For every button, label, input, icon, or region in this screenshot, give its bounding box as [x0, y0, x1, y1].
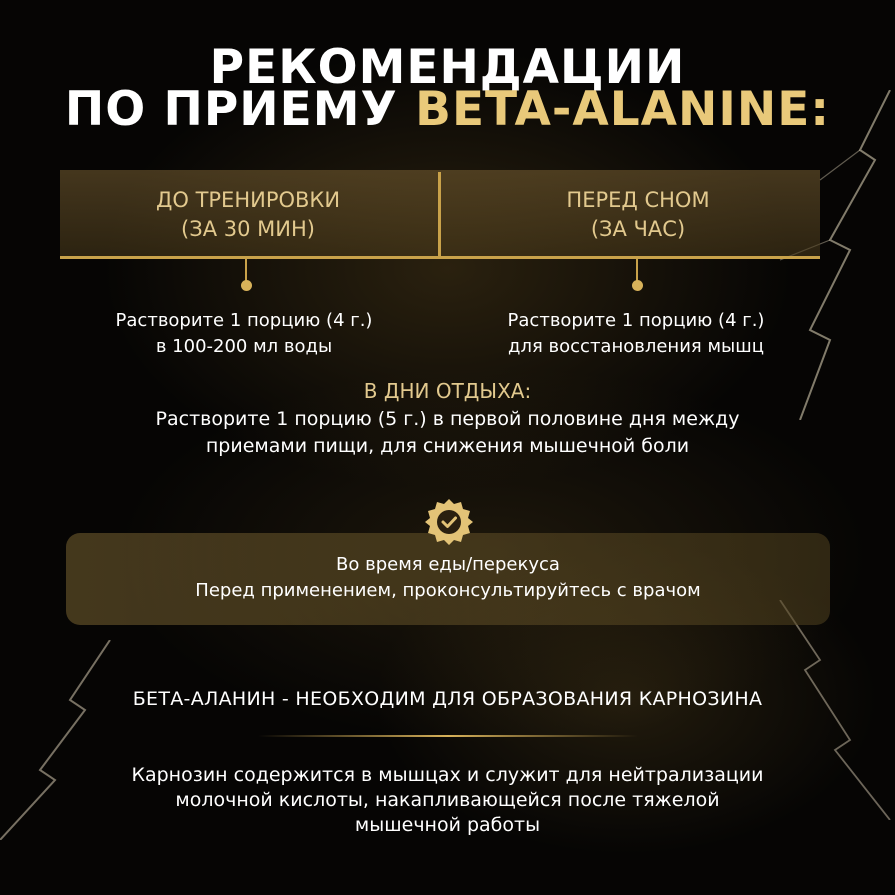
text-line: мышечной работы — [354, 814, 541, 836]
note-text — [66, 552, 830, 604]
text-line: для восстановления мышц — [508, 336, 764, 357]
text-line: Перед применением, проконсультируйтесь с врачом — [195, 580, 701, 601]
text-line: молочной кислоты, накапливающейся после тяжелой — [175, 789, 720, 811]
title-product-name: BETA-ALANINE: — [415, 82, 831, 137]
heading-line: ПЕРЕД СНОМ — [566, 188, 710, 212]
text-line: в 100-200 мл воды — [155, 336, 333, 357]
check-badge-icon — [424, 497, 474, 547]
column-divider — [438, 172, 441, 256]
carnosine-heading: БЕТА-АЛАНИН - НЕОБХОДИМ ДЛЯ ОБРАЗОВАНИЯ КАРНОЗИНА — [132, 688, 763, 710]
heading-line: (ЗА ЧАС) — [590, 217, 686, 241]
rest-day-heading: В ДНИ ОТДЫХА: — [363, 379, 532, 403]
dosage-text-before-sleep — [436, 308, 836, 360]
heading-line: ДО ТРЕНИРОВКИ — [155, 188, 341, 212]
text-line: Растворите 1 порцию (4 г.) — [507, 310, 765, 331]
text-line: Во время еды/перекуса — [336, 554, 560, 575]
rest-day-text — [0, 406, 895, 460]
section-divider — [258, 735, 638, 737]
column-heading-before-training — [58, 186, 438, 244]
text-line: приемами пищи, для снижения мышечной боли — [205, 435, 690, 457]
text-line: Растворите 1 порцию (4 г.) — [115, 310, 373, 331]
heading-line: (ЗА 30 МИН) — [181, 217, 315, 241]
dosage-text-before-training — [44, 308, 444, 360]
text-line: Растворите 1 порцию (5 г.) в первой половине дня между — [155, 408, 740, 430]
text-line: Карнозин содержится в мышцах и служит для нейтрализации — [131, 764, 764, 786]
page-title-line1: РЕКОМЕНДАЦИИ — [209, 40, 686, 95]
carnosine-text — [0, 763, 895, 838]
page-title-line2 — [0, 82, 895, 138]
connector-dot-right — [632, 280, 643, 291]
title-prefix: ПО ПРИЕМУ — [64, 82, 416, 137]
connector-dot-left — [241, 280, 252, 291]
column-heading-before-sleep — [448, 186, 828, 244]
